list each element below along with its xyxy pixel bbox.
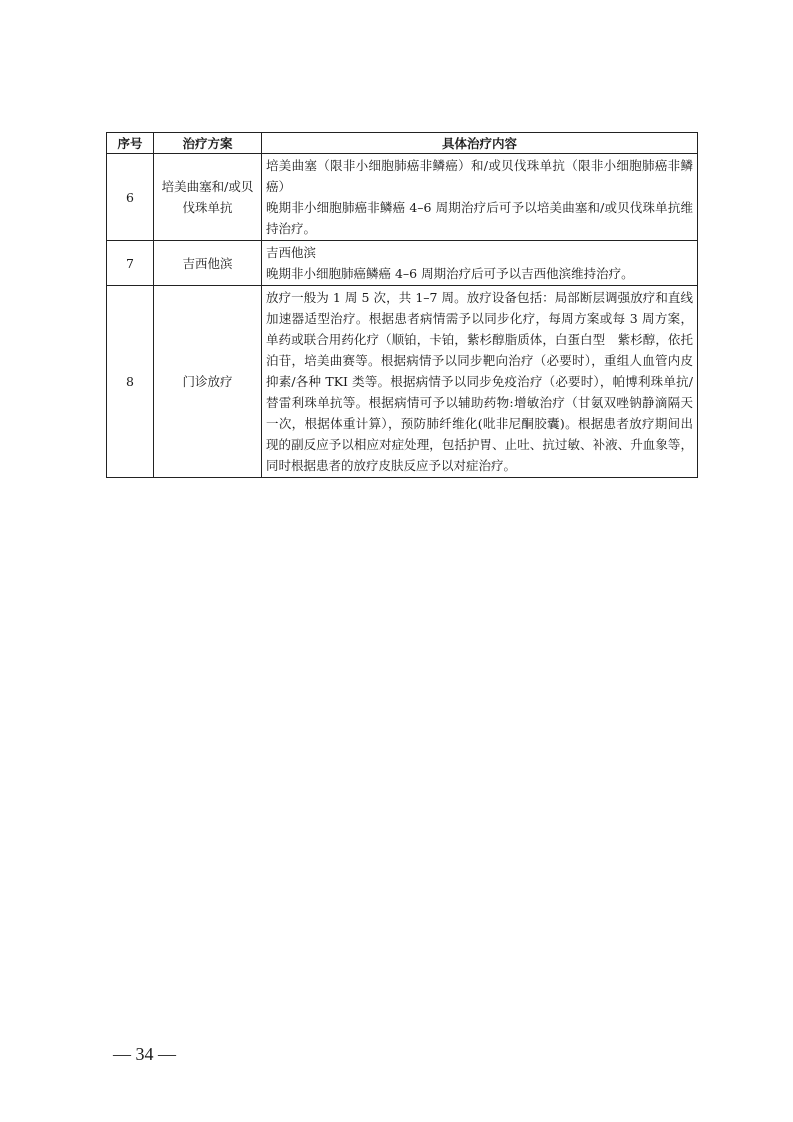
header-detail: 具体治疗内容 bbox=[262, 133, 698, 154]
treatment-plan-table bbox=[106, 132, 698, 478]
detail-line: 晚期非小细胞肺癌鳞癌 4–6 周期治疗后可予以吉西他滨维持治疗。 bbox=[266, 266, 634, 281]
row-number: 6 bbox=[107, 154, 154, 241]
row-plan: 培美曲塞和/或贝伐珠单抗 bbox=[154, 154, 262, 241]
row-plan: 门诊放疗 bbox=[154, 286, 262, 478]
row-detail bbox=[262, 241, 698, 286]
header-plan: 治疗方案 bbox=[154, 133, 262, 154]
row-detail bbox=[262, 286, 698, 478]
table-row bbox=[107, 286, 698, 478]
table-row bbox=[107, 154, 698, 241]
row-detail bbox=[262, 154, 698, 241]
row-number: 7 bbox=[107, 241, 154, 286]
row-number: 8 bbox=[107, 286, 154, 478]
table-row bbox=[107, 241, 698, 286]
detail-line: 放疗一般为 1 周 5 次，共 1–7 周。放疗设备包括：局部断层调强放疗和直线加速器适型治疗。根据患者病情需予以同步化疗，每周方案或每 3 周方案，单药或联合用药化疗（顺铂，卡铂，紫杉醇脂质体，白蛋白型 紫杉醇，依托泊苷，培美曲赛等。根据病情予以同步靶向治疗（必要时），重组人血管内皮抑素/各种 TKI 类等。根据病情予以同步免疫治疗（必要时），帕博利珠单抗/替雷利珠单抗等。根据病情可予以辅助药物:增敏治疗（甘氨双唑钠静滴隔天一次，根据体重计算），预防肺纤维化(吡非尼酮胶囊)。根据患者放疗期间出现的副反应予以相应对症处理，包括护胃、止吐、抗过敏、补液、升血象等，同时根据患者的放疗皮肤反应予以对症治疗。 bbox=[266, 290, 693, 473]
detail-line: 培美曲塞（限非小细胞肺癌非鳞癌）和/或贝伐珠单抗（限非小细胞肺癌非鳞癌） bbox=[266, 158, 693, 194]
page-number: — 34 — bbox=[113, 1044, 176, 1064]
row-plan: 吉西他滨 bbox=[154, 241, 262, 286]
detail-line: 吉西他滨 bbox=[266, 245, 317, 260]
detail-line: 晚期非小细胞肺癌非鳞癌 4–6 周期治疗后可予以培美曲塞和/或贝伐珠单抗维持治疗。 bbox=[266, 200, 693, 236]
header-number: 序号 bbox=[107, 133, 154, 154]
table-header-row bbox=[107, 133, 698, 154]
